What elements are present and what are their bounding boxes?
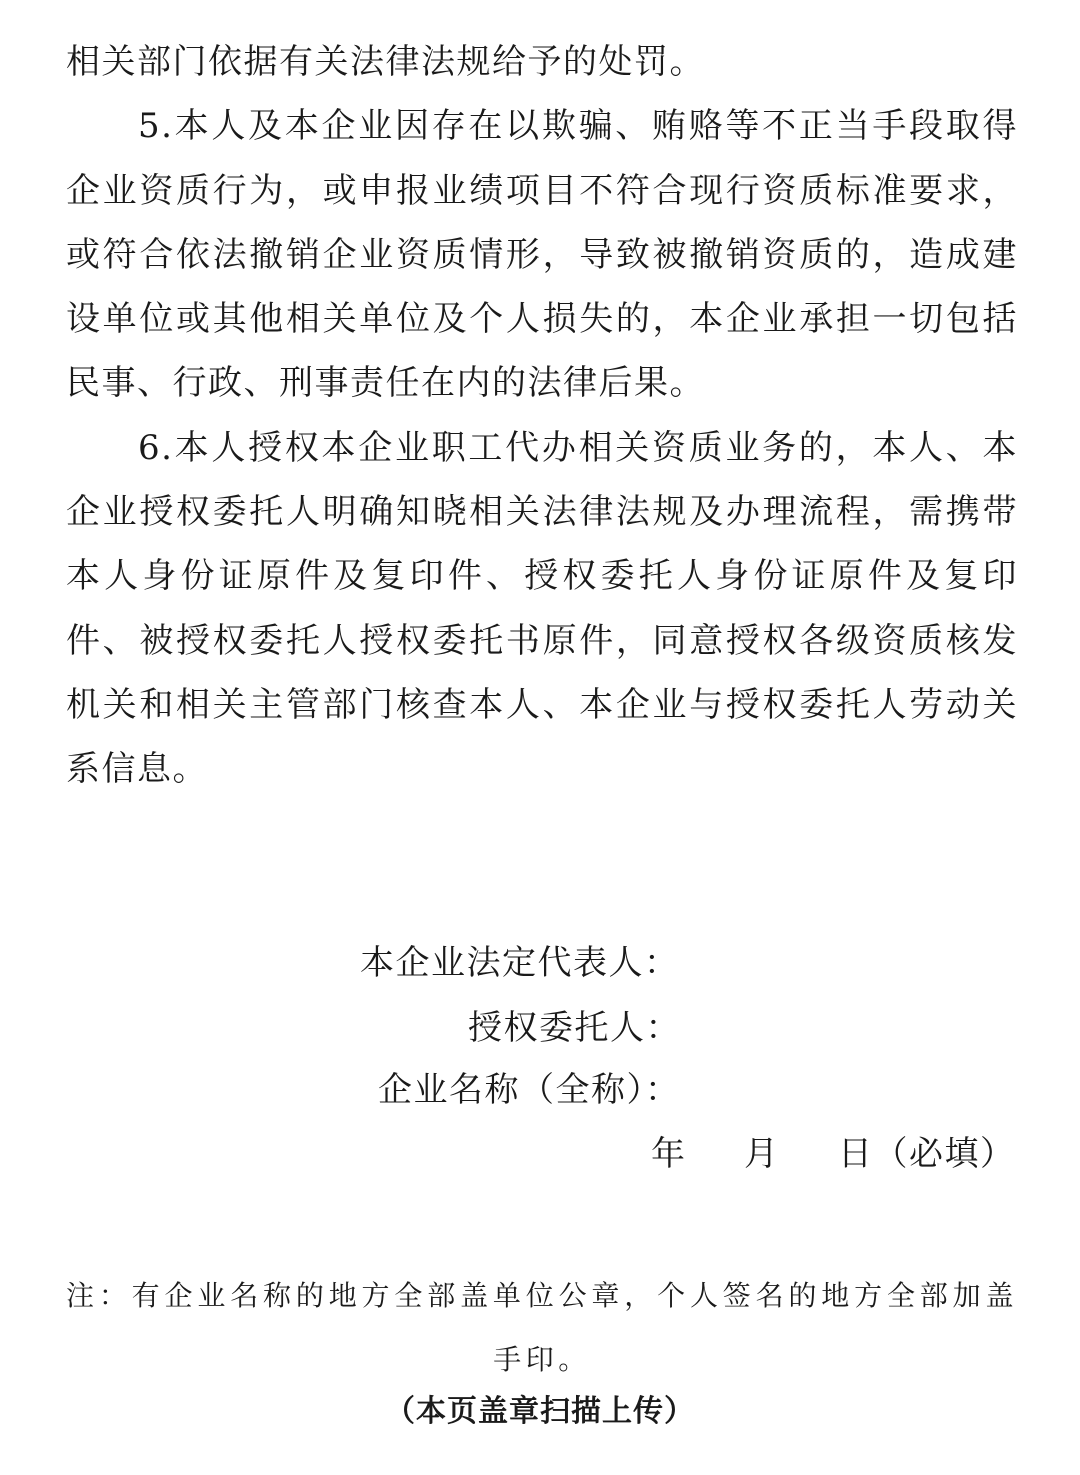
date-line	[651, 1134, 1016, 1174]
date-day-label: 日（必填）	[838, 1134, 1016, 1174]
paragraph-6: 6.本人授权本企业职工代办相关资质业务的，本人、本企业授权委托人明确知晓相关法律法规及办理流程，需携带本人身份证原件及复印件、授权委托人身份证原件及复印件、被授权委托人授权委托书原件，同意授权各级资质核发机关和相关主管部门核查本人、本企业与授权委托人劳动关系信息。	[66, 427, 1018, 790]
paragraph-5: 5.本人及本企业因存在以欺骗、贿赂等不正当手段取得企业资质行为，或申报业绩项目不符合现行资质标准要求，或符合依法撤销企业资质情形，导致被撤销资质的，造成建设单位或其他相关单位及个人损失的，本企业承担一切包括民事、行政、刑事责任在内的法律后果。	[66, 106, 1018, 404]
authorized-agent-label: 授权委托人：	[468, 1008, 681, 1048]
date-year-label: 年	[651, 1134, 687, 1174]
declaration-body	[66, 30, 1018, 802]
upload-notice: （本页盖章扫描上传）	[385, 1394, 695, 1429]
company-name-label: 企业名称（全称）：	[378, 1070, 681, 1110]
date-month-label: 月	[744, 1134, 780, 1174]
legal-representative-label: 本企业法定代表人：	[360, 943, 680, 983]
paragraph-continuation: 相关部门依据有关法律法规给予的处罚。	[66, 42, 705, 82]
stamp-note: 注：有企业名称的地方全部盖单位公章，个人签名的地方全部加盖手印。	[66, 1279, 1018, 1376]
